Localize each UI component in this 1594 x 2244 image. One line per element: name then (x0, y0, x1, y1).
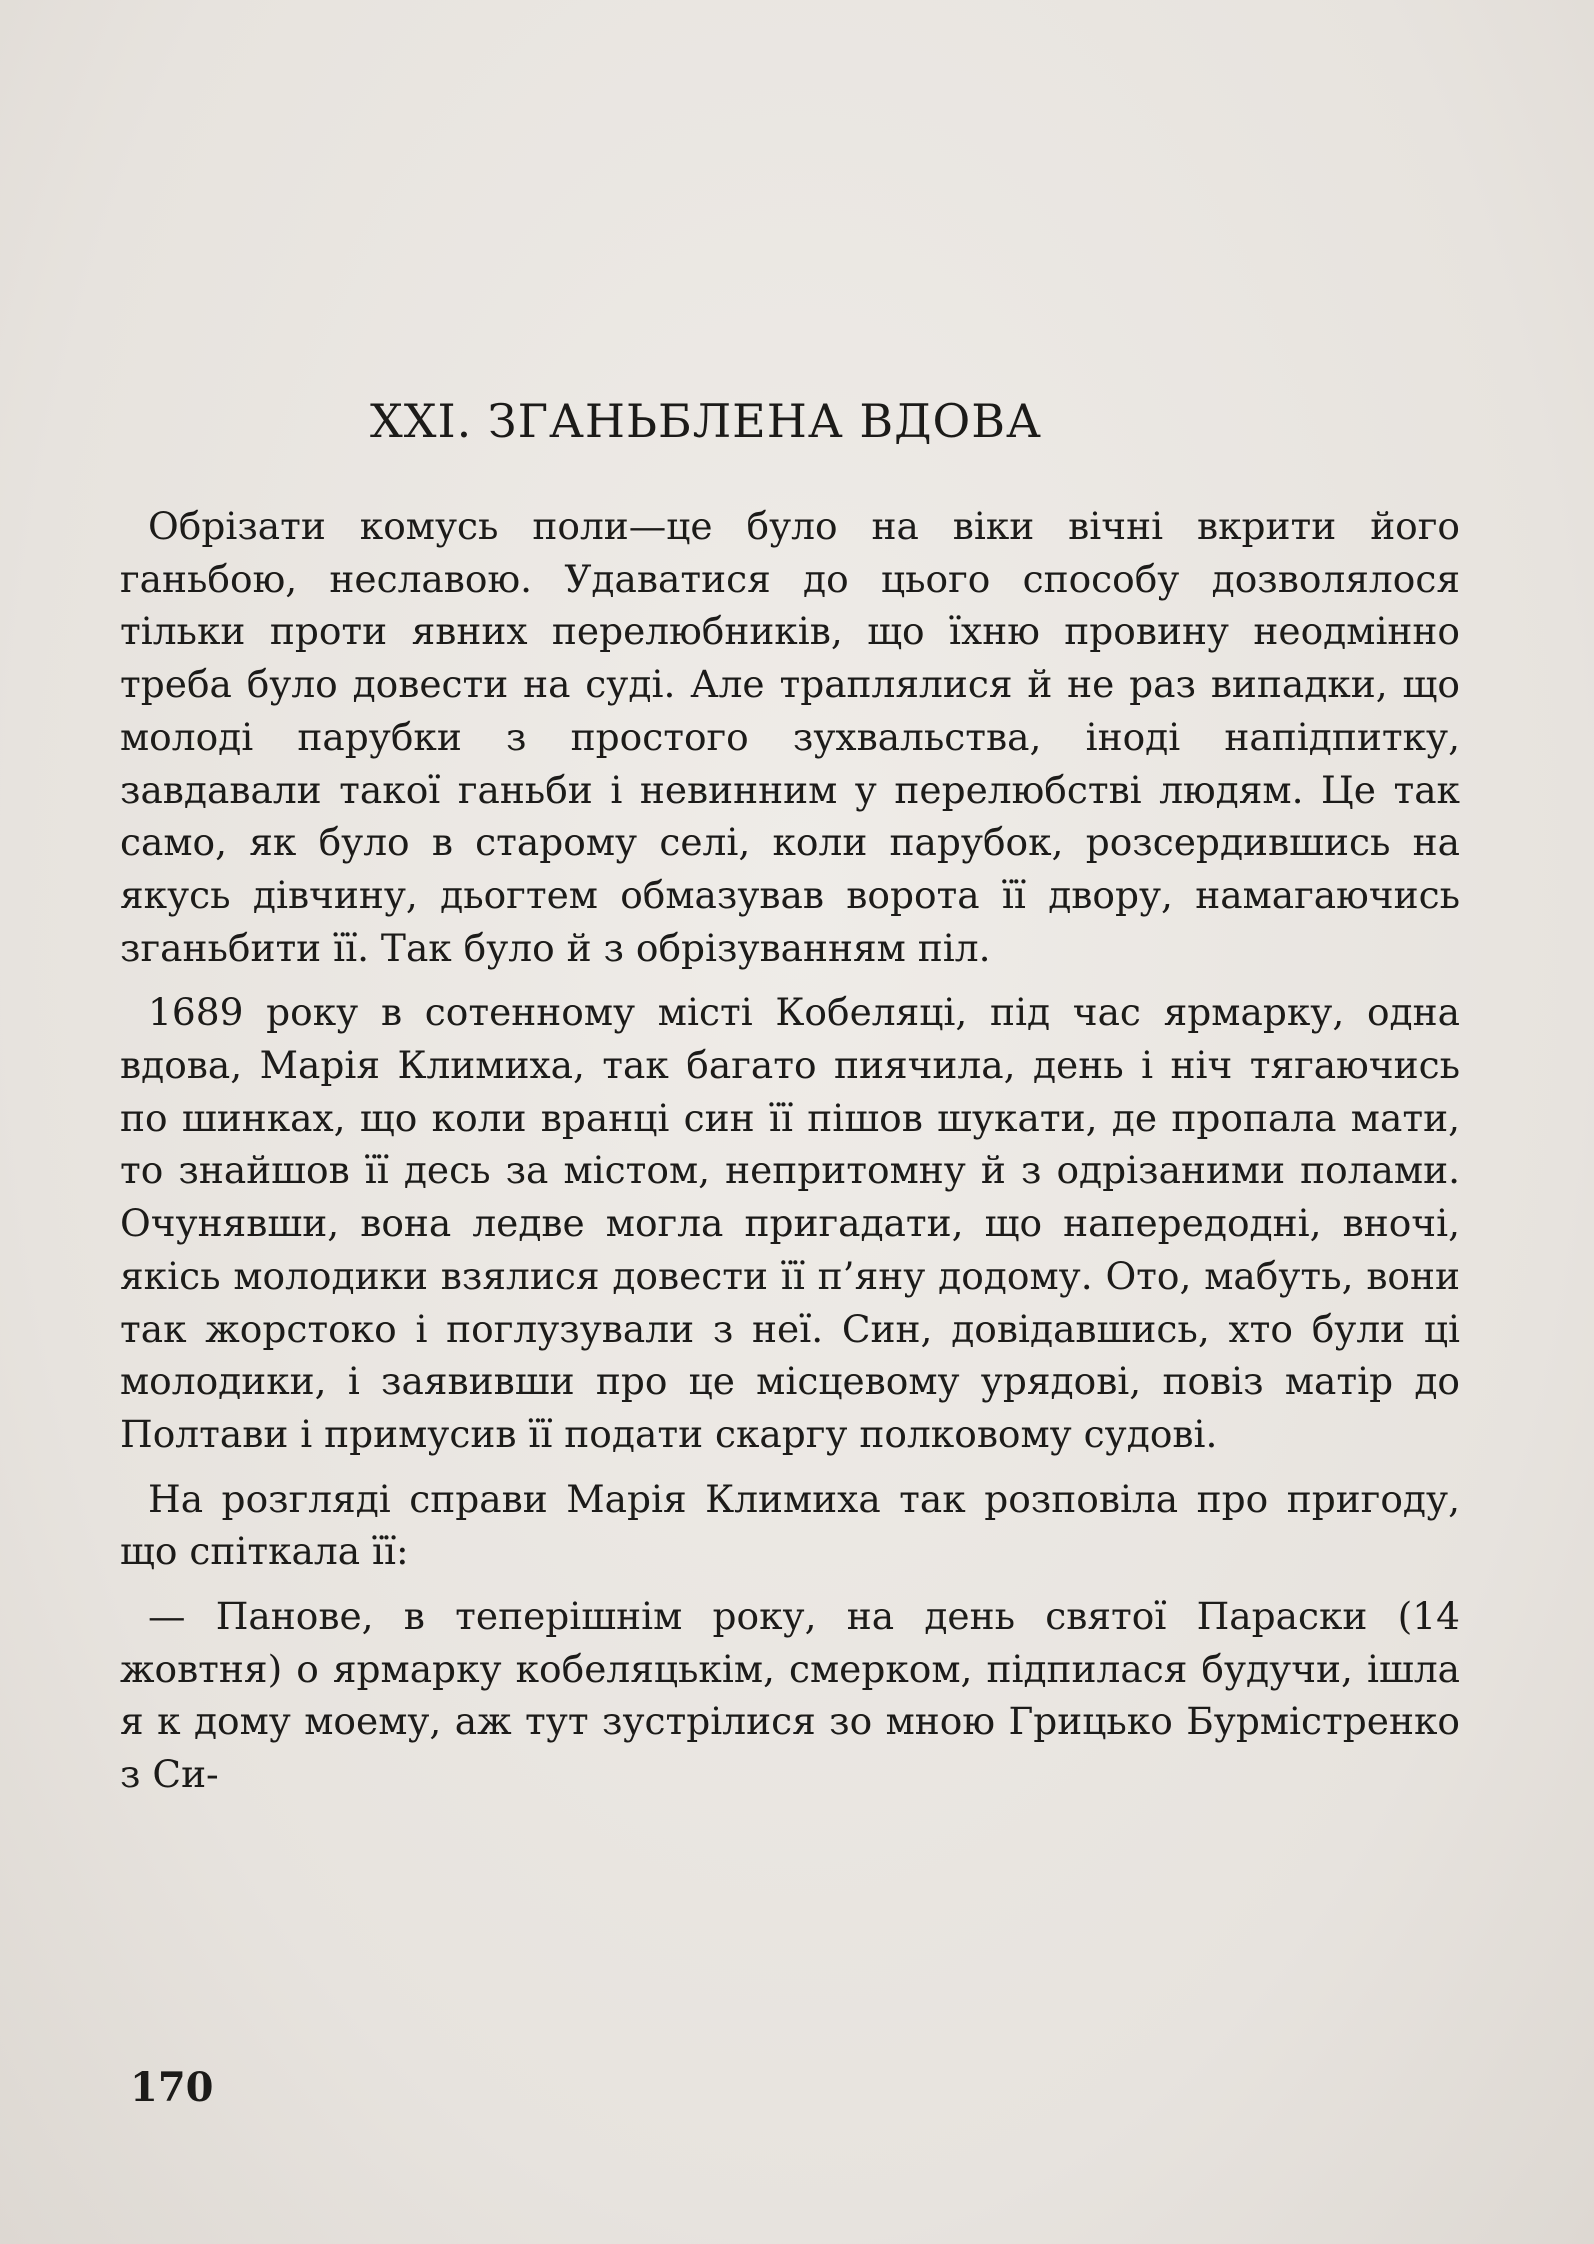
paragraph-2: 1689 року в сотенному місті Кобеляці, під час ярмарку, одна вдова, Марія Климиха, так багато пиячила, день і ніч тягаючись по шинках, що коли вранці син її пішов шукати, де пропала мати, то знайшов її десь за містом, непритомну й з одрізаними полами. Очунявши, вона ледве могла пригадати, що напередодні, вночі, якісь молодики взялися довести її п’яну додому. Ото, мабуть, вони так жорстоко і поглузували з неї. Син, довідавшись, хто були ці молодики, і заявивши про це місцевому урядові, повіз матір до Полтави і примусив її подати скаргу полковому судові. (120, 990, 1460, 1456)
paragraph-4: — Панове, в теперішнім року, на день святої Параски (14 жовтня) о ярмарку кобеляцькім, смерком, підпилася будучи, ішла я к дому моему, аж тут зустрілися зо мною Грицько Бурмістренко з Си- (120, 1594, 1460, 1797)
paragraph-1: Обрізати комусь поли—це було на віки вічні вкрити його ганьбою, неславою. Удаватися до цього способу дозволялося тільки проти явних перелюбників, що їхню провину неодмінно треба було довести на суді. Але траплялися й не раз випадки, що молоді парубки з простого зухвальства, іноді напідпитку, завдавали такої ганьби і невинним у перелюбстві людям. Це так само, як було в старому селі, коли парубок, розсердившись на якусь дівчину, дьогтем обмазував ворота її двору, намагаючись зганьбити її. Так було й з обрізуванням піл. (120, 504, 1460, 970)
page-number: 170 (130, 2064, 214, 2111)
paragraph-3: На розгляді справи Марія Климиха так розповіла про пригоду, що спіткала її: (120, 1476, 1460, 1574)
chapter-title: XXI. ЗГАНЬБЛЕНА ВДОВА (370, 394, 1042, 448)
body-text (120, 500, 1460, 1801)
